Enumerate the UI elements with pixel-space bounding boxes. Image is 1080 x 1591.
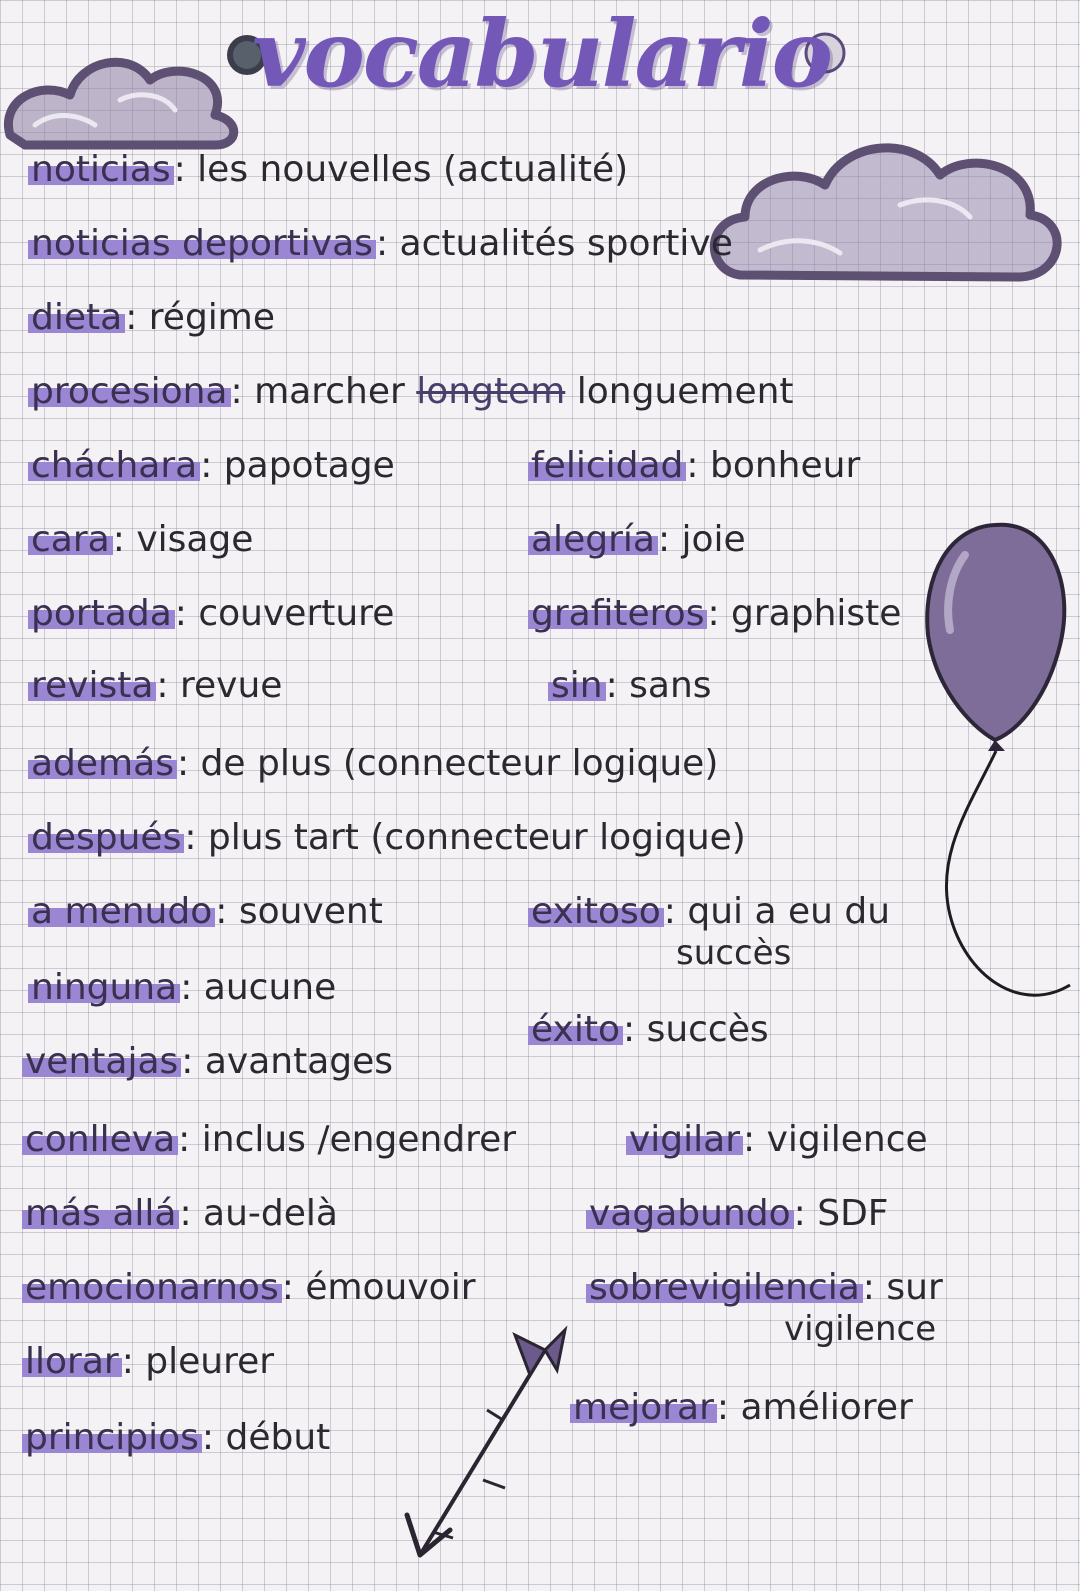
separator: : [793, 1193, 806, 1234]
separator: : [178, 1119, 191, 1160]
separator: : [230, 371, 243, 412]
definition: pleurer [145, 1341, 275, 1382]
definition-continuation: vigilence [784, 1309, 937, 1349]
term: dieta [28, 297, 125, 338]
definition: succès [646, 1009, 769, 1050]
definition: joie [681, 519, 746, 560]
term: procesiona [28, 371, 231, 412]
term: mejorar [570, 1387, 717, 1428]
vocab-entry-noticias-deportivas [28, 222, 733, 266]
vocab-entry-a-menudo [28, 890, 383, 934]
definition: sur [886, 1267, 943, 1308]
vocab-entry-vigilar [626, 1118, 928, 1162]
term: cara [28, 519, 113, 560]
vocab-entry-mas-alla [22, 1192, 338, 1236]
separator: : [657, 519, 671, 560]
definition: graphiste [731, 593, 902, 634]
page-title: vocabulario [252, 0, 832, 108]
vocab-entry-despues [28, 816, 746, 860]
vocab-entry-chachara [28, 444, 395, 488]
vocab-entry-cara [28, 518, 253, 562]
vocab-entry-grafiteros [528, 592, 901, 636]
separator: : [174, 593, 187, 634]
term: conlleva [22, 1119, 178, 1160]
separator: : [200, 445, 213, 486]
term: revista [28, 665, 156, 706]
term: sin [548, 665, 606, 706]
definition: SDF [817, 1193, 889, 1234]
vocab-entry-alegria [528, 518, 746, 562]
vocab-entry-vagabundo [586, 1192, 889, 1236]
vocab-entry-ninguna [28, 966, 336, 1010]
term: ventajas [22, 1041, 181, 1082]
term: a menudo [28, 891, 215, 932]
separator: : [179, 1193, 192, 1234]
cloud-icon [0, 20, 250, 150]
vocab-entry-revista [28, 664, 282, 708]
vocab-entry-principios [22, 1416, 330, 1460]
term: exitoso [528, 891, 664, 932]
term: cháchara [28, 445, 200, 486]
vocab-entry-exitoso [528, 890, 890, 934]
separator: : [176, 743, 190, 784]
definition: couverture [198, 593, 395, 634]
separator: : [281, 1267, 294, 1308]
vocab-entry-mejorar [570, 1386, 913, 1430]
definition: début [225, 1417, 331, 1458]
definition: avantages [204, 1041, 394, 1082]
term: portada [28, 593, 175, 634]
arrow-icon [395, 1320, 575, 1570]
term: noticias [28, 149, 174, 190]
separator: : [622, 1009, 636, 1050]
separator: : [180, 967, 193, 1008]
term: más allá [22, 1193, 179, 1234]
vocab-entry-conlleva [22, 1118, 516, 1162]
definition: inclus /engendrer [201, 1119, 517, 1160]
definition: au-delà [203, 1193, 338, 1234]
term: ninguna [28, 967, 180, 1008]
separator: : [707, 593, 720, 634]
term: noticias deportivas [28, 223, 376, 264]
cloud-icon [700, 125, 1070, 300]
separator: : [862, 1267, 875, 1308]
definition: revue [180, 665, 283, 706]
balloon-icon [910, 515, 1080, 1020]
separator: : [375, 223, 389, 264]
term: emocionarnos [22, 1267, 282, 1308]
separator: : [181, 1041, 194, 1082]
separator: : [121, 1341, 134, 1382]
definition: papotage [223, 445, 395, 486]
definition: améliorer [740, 1387, 913, 1428]
term: además [28, 743, 177, 784]
term: felicidad [528, 445, 686, 486]
definition: plus tart (connecteur logique) [207, 817, 746, 858]
term: vagabundo [586, 1193, 794, 1234]
vocab-entry-ademas [28, 742, 718, 786]
vocab-entry-ventajas [22, 1040, 393, 1084]
vocab-entry-exito [528, 1008, 769, 1052]
term: principios [22, 1417, 202, 1458]
definition: de plus (connecteur logique) [200, 743, 719, 784]
definition: sans [629, 665, 712, 706]
definition: aucune [203, 967, 337, 1008]
vocab-entry-sin [548, 664, 712, 708]
term: grafiteros [528, 593, 707, 634]
vocab-entry-felicidad [528, 444, 860, 488]
separator: : [716, 1387, 730, 1428]
term: después [28, 817, 184, 858]
term: alegría [528, 519, 658, 560]
separator: : [743, 1119, 756, 1160]
struck-word: longtem [416, 371, 566, 412]
vocab-entry-procesiona [28, 370, 794, 414]
separator: : [173, 149, 186, 190]
vocab-entry-noticias [28, 148, 628, 192]
separator: : [156, 665, 169, 706]
vocab-entry-emocionarnos [22, 1266, 476, 1310]
vocab-entry-portada [28, 592, 394, 636]
definition: vigilence [766, 1119, 928, 1160]
vocab-entry-sobrevigilencia [586, 1266, 943, 1310]
term: llorar [22, 1341, 122, 1382]
definition-continuation: succès [676, 933, 792, 973]
definition: longuement [576, 371, 794, 412]
vocab-entry-dieta [28, 296, 275, 340]
definition: visage [136, 519, 254, 560]
definition: souvent [238, 891, 383, 932]
definition-prefix: marcher [254, 371, 405, 412]
term: éxito [528, 1009, 623, 1050]
separator: : [215, 891, 228, 932]
definition: bonheur [709, 445, 861, 486]
separator: : [663, 891, 676, 932]
separator: : [686, 445, 699, 486]
definition: régime [148, 297, 276, 338]
definition: actualités sportive [399, 223, 733, 264]
separator: : [201, 1417, 215, 1458]
definition: émouvoir [305, 1267, 476, 1308]
definition: qui a eu du [687, 891, 891, 932]
term: sobrevigilencia [586, 1267, 863, 1308]
definition: les nouvelles (actualité) [197, 149, 629, 190]
separator: : [112, 519, 125, 560]
separator: : [184, 817, 197, 858]
term: vigilar [626, 1119, 743, 1160]
separator: : [125, 297, 138, 338]
separator: : [605, 665, 618, 706]
vocab-entry-llorar [22, 1340, 274, 1384]
